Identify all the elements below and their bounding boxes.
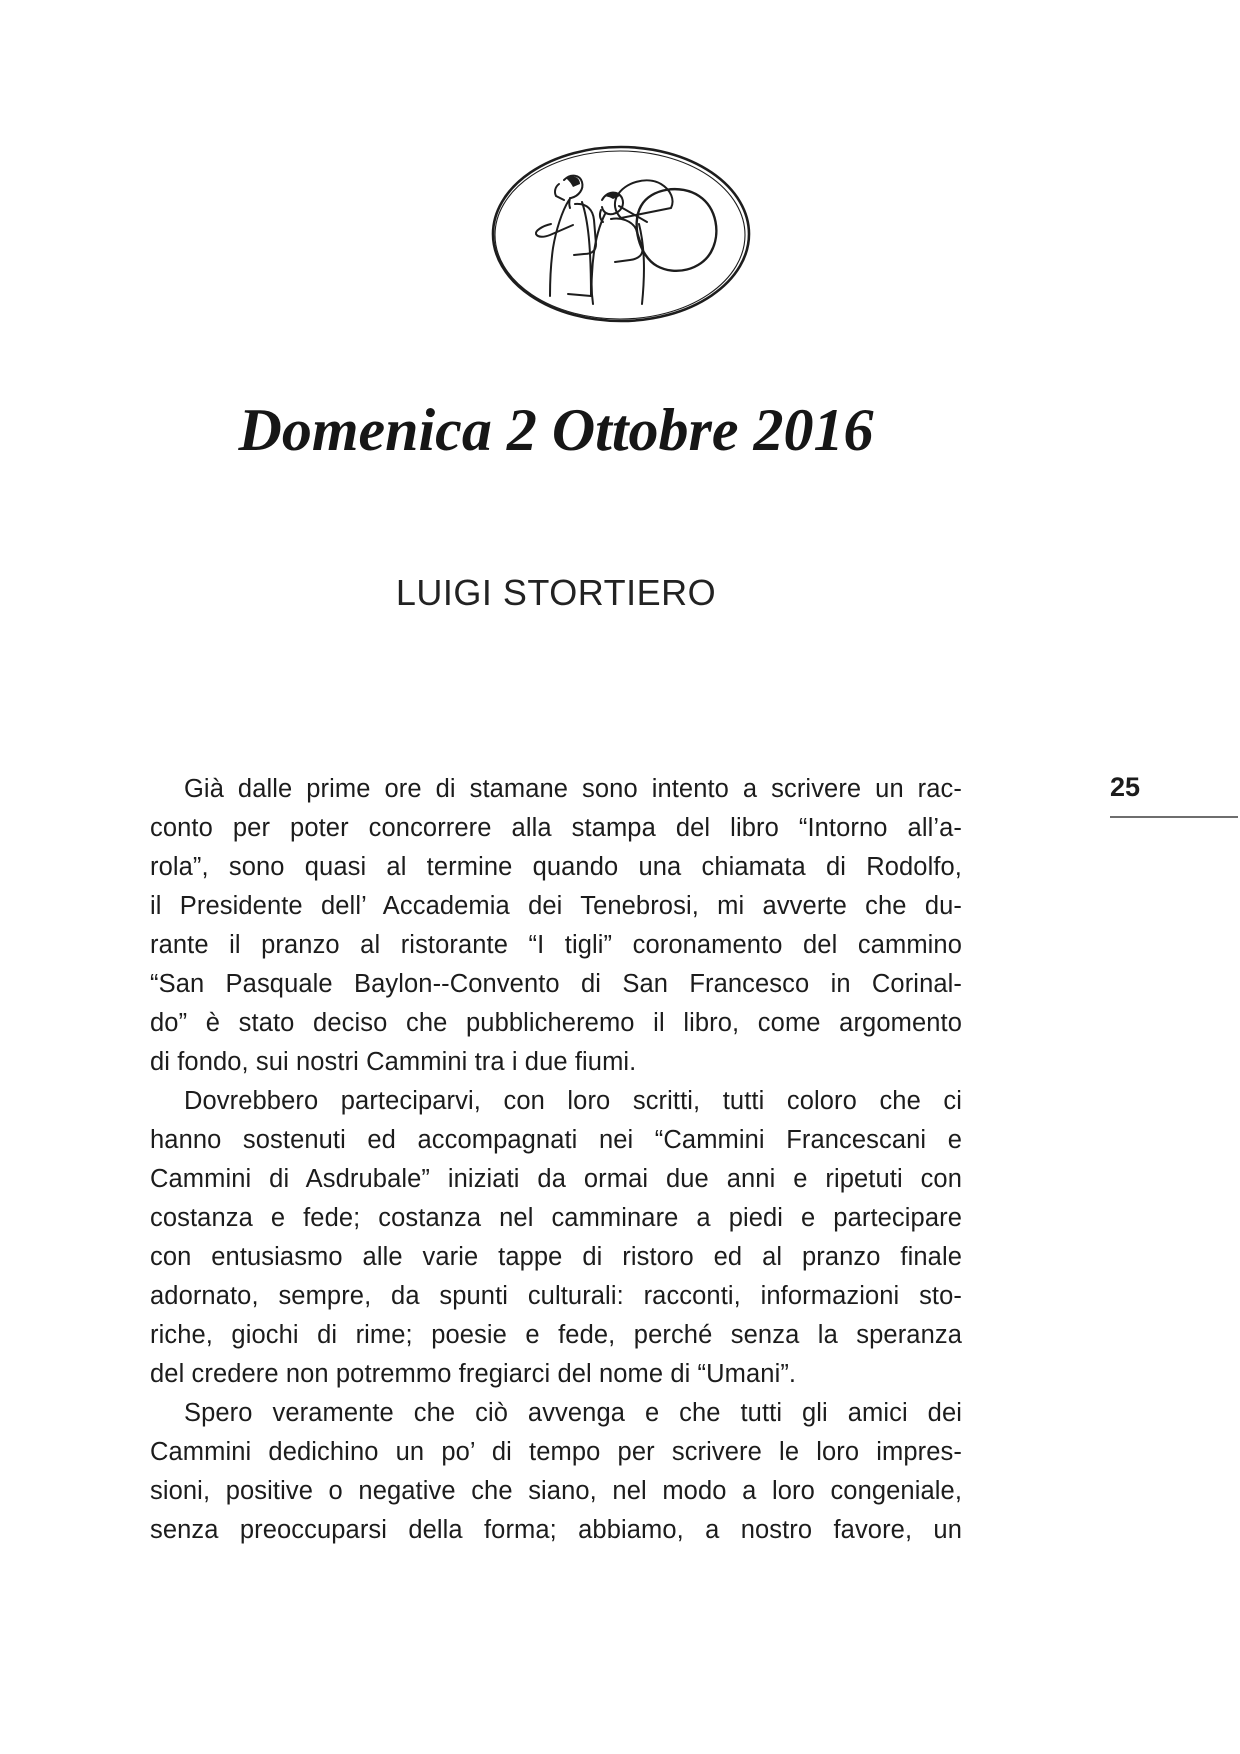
body-line: Cammini dedichino un po’ di tempo per scrivere le loro impres- xyxy=(150,1438,962,1466)
body-line: Spero veramente che ciò avvenga e che tutti gli amici dei xyxy=(184,1399,962,1427)
body-line: rante il pranzo al ristorante “I tigli” coronamento del cammino xyxy=(150,931,962,959)
body-line: Già dalle prime ore di stamane sono intento a scrivere un rac- xyxy=(184,775,962,803)
body-line: di fondo, sui nostri Cammini tra i due fiumi. xyxy=(150,1048,637,1076)
body-line: hanno sostenuti ed accompagnati nei “Cammini Francescani e xyxy=(150,1126,962,1154)
body-line: “San Pasquale Baylon--Convento di San Francesco in Corinal- xyxy=(150,970,962,998)
body-line: senza preoccuparsi della forma; abbiamo, a nostro favore, un xyxy=(150,1516,962,1544)
body-line: il Presidente dell’ Accademia dei Tenebrosi, mi avverte che du- xyxy=(150,892,962,920)
body-line: adornato, sempre, da spunti culturali: racconti, informazioni sto- xyxy=(150,1282,962,1310)
author-heading: LUIGI STORTIERO xyxy=(395,572,717,613)
body-line: riche, giochi di rime; poesie e fede, perché senza la speranza xyxy=(150,1321,962,1349)
pilgrims-illustration xyxy=(488,142,754,326)
body-text xyxy=(150,770,962,1550)
body-line: Dovrebbero parteciparvi, con loro scritti, tutti coloro che ci xyxy=(184,1087,962,1115)
page-title: Domenica 2 Ottobre 2016 xyxy=(238,397,874,463)
body-line: costanza e fede; costanza nel camminare a piedi e partecipare xyxy=(150,1204,962,1232)
body-line: Cammini di Asdrubale” iniziati da ormai due anni e ripetuti con xyxy=(150,1165,962,1193)
body-line: con entusiasmo alle varie tappe di ristoro ed al pranzo finale xyxy=(150,1243,962,1271)
body-line: conto per poter concorrere alla stampa del libro “Intorno all’a- xyxy=(150,814,962,842)
page-number: 25 xyxy=(1110,772,1141,802)
page-number-rule xyxy=(1110,816,1238,818)
body-line: sioni, positive o negative che siano, nel modo a loro congeniale, xyxy=(150,1477,962,1505)
body-line: del credere non potremmo fregiarci del nome di “Umani”. xyxy=(150,1360,797,1388)
body-line: do” è stato deciso che pubblicheremo il libro, come argomento xyxy=(150,1009,962,1037)
body-line: rola”, sono quasi al termine quando una chiamata di Rodolfo, xyxy=(150,853,962,881)
